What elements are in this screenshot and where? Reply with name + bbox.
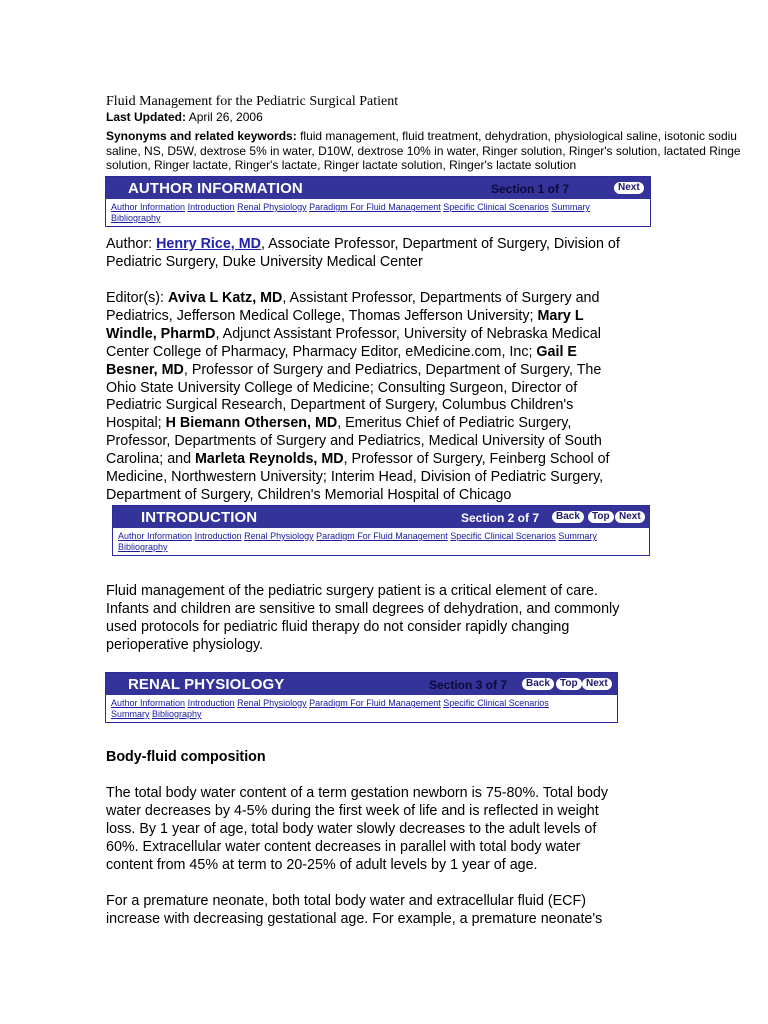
editor-affiliation: Pediatrics, Jefferson Medical College, Thomas Jefferson University; [106, 307, 538, 324]
renal-paragraph-1 [106, 785, 608, 875]
section-nav-links [106, 199, 650, 226]
editors-line [106, 362, 610, 380]
editor-affiliation: Carolina; and [106, 451, 196, 468]
nav-link-summary[interactable]: Summary [551, 202, 590, 212]
author-label: Author: [106, 236, 157, 252]
editors-line [106, 451, 610, 469]
editor-affiliation: , Professor of Surgery, Feinberg School of [343, 451, 610, 468]
top-button[interactable]: Top [556, 678, 582, 690]
author-block [106, 236, 620, 272]
nav-link-paradigm[interactable]: Paradigm For Fluid Management [316, 531, 448, 541]
editors-line [106, 344, 610, 362]
back-button[interactable]: Back [522, 678, 554, 690]
author-line-2: Pediatric Surgery, Duke University Medical Center [106, 253, 423, 270]
renal-line: For a premature neonate, both total body water and extracellular fluid (ECF) [106, 893, 586, 909]
editor-affiliation: Hospital; [106, 415, 166, 432]
author-affiliation: , Associate Professor, Department of Surgery, Division of [260, 236, 620, 252]
intro-line: used protocols for pediatric fluid therapy do not consider rapidly changing [106, 618, 570, 635]
renal-line: The total body water content of a term gestation newborn is 75-80%. Total body [106, 785, 609, 801]
intro-line: Fluid management of the pediatric surgery patient is a critical element of care. [106, 583, 598, 599]
keywords-line-3: solution, Ringer lactate, Ringer's lactate, Ringer lactate solution, Ringer's lactate solution [106, 158, 577, 173]
editor-name: H Biemann Othersen, MD [165, 415, 338, 432]
section-author-header [105, 176, 651, 227]
editors-label: Editor(s): [106, 290, 168, 306]
renal-line: water decreases by 4-5% during the first week of life and is reflected in weight [106, 802, 599, 819]
last-updated [106, 110, 263, 125]
section-intro-header [112, 505, 650, 556]
nav-link-renal-physiology[interactable]: Renal Physiology [244, 531, 314, 541]
editor-affiliation: Center College of Pharmacy, Pharmacy Editor, eMedicine.com, Inc; [106, 343, 537, 360]
nav-link-renal-physiology[interactable]: Renal Physiology [237, 698, 307, 708]
nav-link-paradigm[interactable]: Paradigm For Fluid Management [309, 698, 441, 708]
renal-paragraph-2 [106, 893, 602, 929]
editors-line: Pediatric Surgical Research, Department of Surgery, Columbus Children's [106, 397, 574, 414]
section-nav-links [106, 695, 617, 722]
nav-link-author-information[interactable]: Author Information [111, 202, 186, 212]
keywords-text: fluid management, fluid treatment, dehydration, physiological saline, isotonic sodiu [296, 129, 737, 143]
section-bar [106, 673, 617, 695]
editors-line: Department of Surgery, Children's Memorial Hospital of Chicago [106, 486, 512, 503]
editor-name: Aviva L Katz, MD [167, 290, 283, 306]
nav-link-author-information[interactable]: Author Information [118, 531, 193, 541]
section-bar [106, 177, 650, 199]
nav-link-scenarios[interactable]: Specific Clinical Scenarios [443, 202, 549, 212]
next-button[interactable]: Next [615, 511, 645, 523]
next-button[interactable]: Next [582, 678, 612, 690]
section-nav-links [113, 528, 649, 555]
nav-link-scenarios[interactable]: Specific Clinical Scenarios [450, 531, 556, 541]
editor-name: Besner, MD [106, 361, 184, 378]
renal-line: content from 45% at term to 20-25% of adult levels by 1 year of age. [106, 856, 538, 873]
keywords-line-2: saline, NS, D5W, dextrose 5% in water, D10W, dextrose 10% in water, Ringer solution, Ringer's solution, lactated Ringe [106, 143, 741, 158]
top-button[interactable]: Top [588, 511, 614, 523]
nav-link-introduction[interactable]: Introduction [187, 202, 235, 212]
renal-line: increase with decreasing gestational age. For example, a premature neonate's [106, 910, 603, 927]
editors-line: Ohio State University College of Medicine; Consulting Surgeon, Director of [106, 379, 578, 396]
keywords [106, 129, 768, 173]
intro-line: Infants and children are sensitive to small degrees of dehydration, and commonly [106, 600, 620, 617]
editor-affiliation: , Emeritus Chief of Pediatric Surgery, [337, 415, 572, 432]
section-renal-header [105, 672, 618, 723]
nav-link-summary[interactable]: Summary [111, 709, 150, 719]
section-bar [113, 506, 649, 528]
nav-link-summary[interactable]: Summary [558, 531, 597, 541]
section-count: Section 2 of 7 [461, 511, 540, 525]
author-name-link[interactable]: Henry Rice, MD [156, 236, 261, 252]
editors-line [106, 415, 610, 433]
section-count: Section 3 of 7 [429, 678, 508, 692]
editor-name: Windle, PharmD [106, 325, 216, 342]
editors-line [106, 308, 610, 326]
section-title: INTRODUCTION [141, 509, 258, 526]
editors-line: Professor, Departments of Surgery and Pediatrics, Medical University of South [106, 433, 602, 450]
editor-name: Mary L [537, 307, 584, 324]
keywords-line-1 [106, 129, 768, 144]
section-title: RENAL PHYSIOLOGY [128, 676, 285, 693]
nav-link-bibliography[interactable]: Bibliography [152, 709, 202, 719]
last-updated-label: Last Updated: [106, 110, 187, 124]
next-button[interactable]: Next [614, 182, 644, 194]
editors-line [106, 290, 610, 308]
editors-line [106, 326, 610, 344]
editor-name: Gail E [536, 343, 577, 360]
intro-line: perioperative physiology. [106, 636, 264, 653]
nav-link-introduction[interactable]: Introduction [194, 531, 242, 541]
renal-line: 60%. Extracellular water content decreases in parallel with total body water [106, 838, 581, 855]
editors-block [106, 290, 610, 505]
keywords-label: Synonyms and related keywords: [106, 129, 297, 143]
author-line-1 [106, 236, 620, 254]
section-title: AUTHOR INFORMATION [128, 180, 303, 197]
nav-link-bibliography[interactable]: Bibliography [111, 213, 161, 223]
nav-link-paradigm[interactable]: Paradigm For Fluid Management [309, 202, 441, 212]
editor-name: Marleta Reynolds, MD [195, 451, 344, 468]
nav-link-introduction[interactable]: Introduction [187, 698, 235, 708]
editor-affiliation: , Professor of Surgery and Pediatrics, Department of Surgery, The [183, 361, 602, 378]
subheading-body-fluid: Body-fluid composition [106, 749, 266, 765]
last-updated-value: April 26, 2006 [186, 110, 263, 124]
nav-link-author-information[interactable]: Author Information [111, 698, 186, 708]
intro-paragraph [106, 583, 619, 655]
nav-link-scenarios[interactable]: Specific Clinical Scenarios [443, 698, 549, 708]
renal-line: loss. By 1 year of age, total body water slowly decreases to the adult levels of [106, 820, 597, 837]
editor-affiliation: , Adjunct Assistant Professor, University of Nebraska Medical [215, 325, 601, 342]
back-button[interactable]: Back [552, 511, 584, 523]
editor-affiliation: , Assistant Professor, Departments of Surgery and [282, 290, 600, 306]
document-title: Fluid Management for the Pediatric Surgical Patient [106, 94, 399, 109]
editors-line: Medicine, Northwestern University; Interim Head, Division of Pediatric Surgery, [106, 469, 604, 486]
section-count: Section 1 of 7 [491, 182, 570, 196]
nav-link-renal-physiology[interactable]: Renal Physiology [237, 202, 307, 212]
nav-link-bibliography[interactable]: Bibliography [118, 542, 168, 552]
